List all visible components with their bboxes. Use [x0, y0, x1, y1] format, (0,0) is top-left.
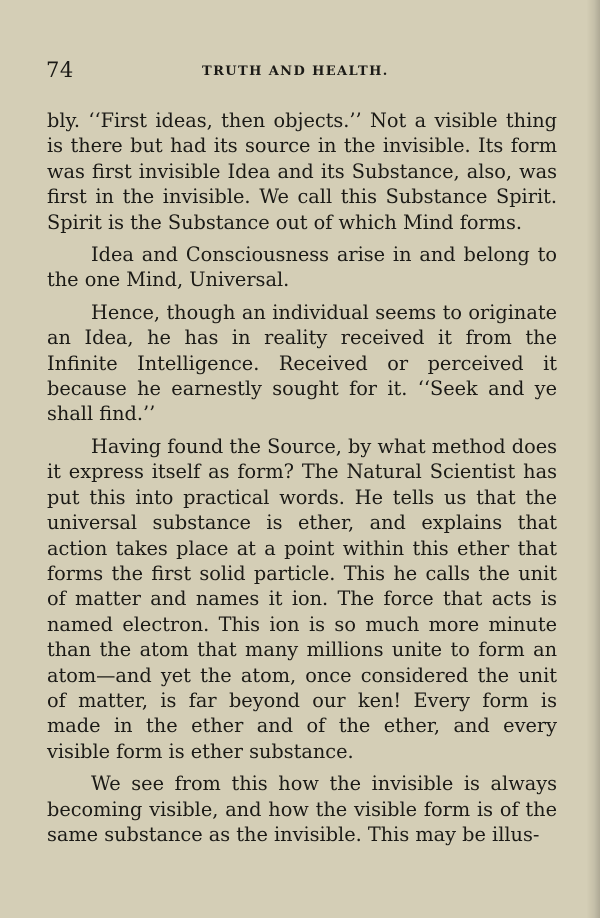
paragraph-ether-substance: Having found the Source, by what method does it express itself as form? The Natural Scientist has put this into practical words. He tells us that the universal substance is ether, and explains that action takes place at a point within this ether that forms the first solid particle. This he calls the unit of matter and names it ion. The force that acts is named electron. This ion is so much more minute than the atom that many millions unite to form an atom—and yet the atom, once considered the unit of matter, is far beyond our ken! Every form is made in the ether and of the ether, and every visible form is ether substance.: [47, 434, 557, 763]
body-text: [47, 108, 557, 854]
paragraph-infinite-intelligence: Hence, though an individual seems to originate an Idea, he has in reality received it from the Infinite Intelligence. Received or perceived it because he earnestly sought for it. ‘‘Seek and ye shall find.’’: [47, 300, 557, 426]
paragraph-continuation: bly. ‘‘First ideas, then objects.’’ Not a visible thing is there but had its source in the invisible. Its form was first invisible Idea and its Substance, also, was first in the invisible. We call this Substance Spirit. Spirit is the Substance out of which Mind forms.: [47, 109, 557, 234]
page-edge-shadow: [586, 0, 600, 918]
running-title: TRUTH AND HEALTH.: [202, 64, 389, 79]
paragraph-idea-consciousness: Idea and Consciousness arise in and belong to the one Mind, Universal.: [47, 243, 557, 292]
paragraph-invisible-visible: We see from this how the invisible is always becoming visible, and how the visible form is of the same substance as the invisible. This may be illus-: [47, 772, 557, 846]
page-number: 74: [46, 58, 74, 82]
page-header: [46, 58, 556, 88]
